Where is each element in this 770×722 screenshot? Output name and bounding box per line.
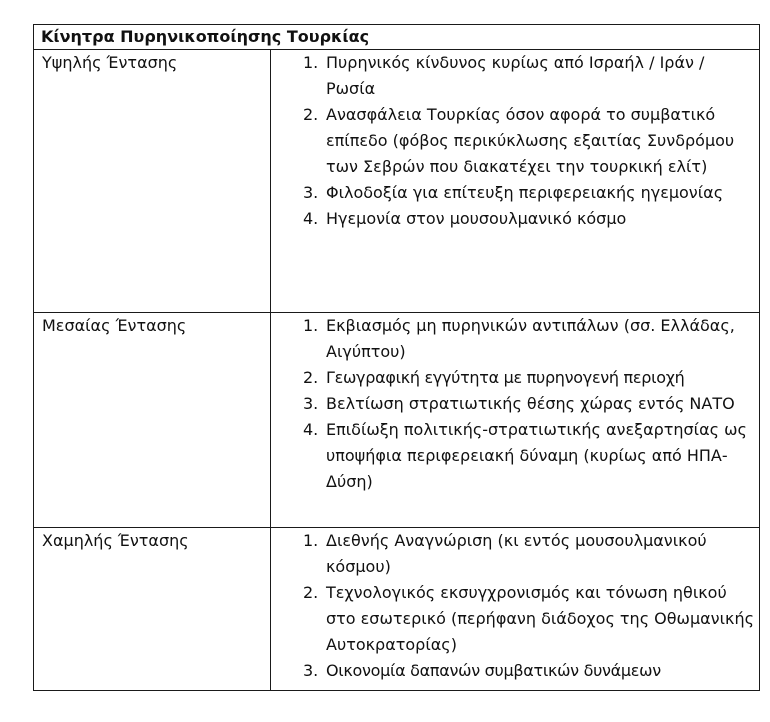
item-number: 4. [303,419,319,439]
item-number: 1. [303,53,319,73]
list-item [271,102,759,180]
motives-list-cell [271,50,760,313]
list-item [271,391,759,417]
item-number: 3. [303,393,319,413]
item-text: Ανασφάλεια Τουρκίας όσον αφορά το συμβατικό επίπεδο (φόβος περικύκλωσης εξαιτίας Συνδρόμου των Σεβρών που διακατέχει την τουρκική ελίτ) [326,105,735,177]
item-text: Πυρηνικός κίνδυνος κυρίως από Ισραήλ / Ιράν / Ρωσία [326,53,705,99]
list-item [271,417,759,495]
motives-list-cell [271,528,760,691]
item-number: 3. [303,183,319,203]
list-item [271,580,759,658]
motives-list [271,50,759,232]
intensity-label: Χαμηλής Έντασης [34,528,271,691]
item-text: Τεχνολογικός εκσυγχρονισμός και τόνωση ηθικού στο εσωτερικό (περήφανη διάδοχος της Οθωμανικής Αυτοκρατορίας) [326,583,754,655]
list-item [271,658,759,684]
item-number: 1. [303,531,319,551]
item-number: 2. [303,105,319,125]
motives-list-cell [271,312,760,528]
list-item [271,313,759,365]
table-row [34,528,760,691]
motives-list [271,313,759,495]
item-number: 3. [303,661,319,681]
item-text: Φιλοδοξία για επίτευξη περιφερειακής ηγεμονίας [326,183,724,203]
item-number: 2. [303,367,319,387]
intensity-label: Υψηλής Έντασης [34,50,271,313]
list-item [271,50,759,102]
item-text: Διεθνής Αναγνώριση (κι εντός μουσουλμανικού κόσμου) [326,531,707,577]
list-item [271,528,759,580]
intensity-label: Μεσαίας Έντασης [34,312,271,528]
item-text: Γεωγραφική εγγύτητα με πυρηνογενή περιοχή [326,367,685,387]
item-number: 1. [303,315,319,335]
table-row [34,50,760,313]
item-number: 2. [303,583,319,603]
table-header-row [34,25,760,50]
item-number: 4. [303,209,319,229]
list-item [271,206,759,232]
table-row [34,312,760,528]
table-title: Κίνητρα Πυρηνικοποίησης Τουρκίας [34,25,760,50]
list-item [271,180,759,206]
item-text: Επιδίωξη πολιτικής-στρατιωτικής ανεξαρτησίας ως υποψήφια περιφερειακή δύναμη (κυρίως από ΗΠΑ- Δύση) [326,419,747,491]
list-item [271,365,759,391]
item-text: Οικονομία δαπανών συμβατικών δυνάμεων [326,661,661,681]
motives-table [33,24,760,691]
motives-list [271,528,759,684]
item-text: Βελτίωση στρατιωτικής θέσης χώρας εντός ΝΑΤΟ [326,393,735,413]
item-text: Ηγεμονία στον μουσουλμανικό κόσμο [326,209,627,229]
item-text: Εκβιασμός μη πυρηνικών αντιπάλων (σσ. Ελλάδας, Αιγύπτου) [326,315,735,361]
